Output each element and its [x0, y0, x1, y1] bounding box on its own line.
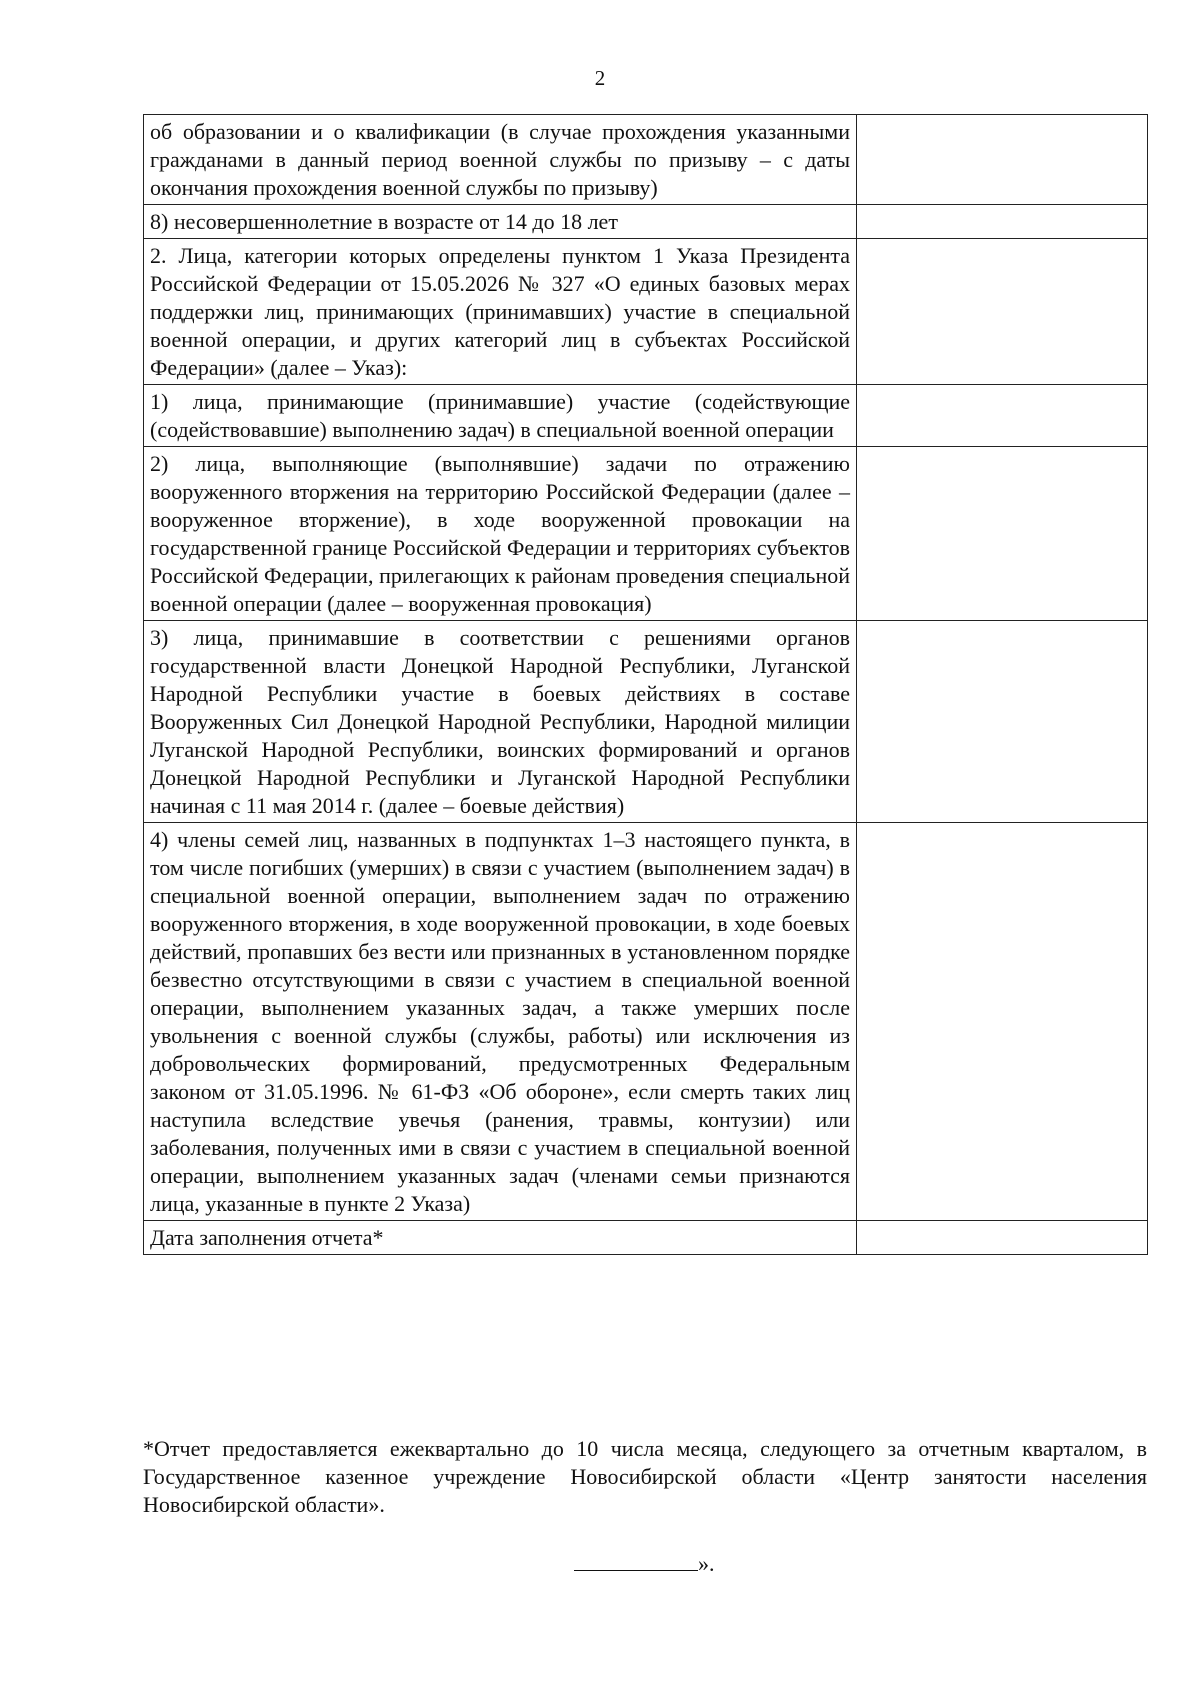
table-row	[144, 447, 1148, 621]
table-row	[144, 239, 1148, 385]
row-value-cell	[857, 1221, 1148, 1255]
table-row	[144, 823, 1148, 1221]
closing-quote: ».	[698, 1551, 715, 1576]
row-label: Дата заполнения отчета*	[144, 1221, 857, 1255]
row-label: 4) члены семей лиц, названных в подпунктах 1–3 настоящего пункта, в том числе погибших (умерших) в связи с участием (выполнением задач) в специальной военной операции, выполнением задач по отражению вооруженного вторжения, в ходе вооруженной провокации, в ходе боевых действий, пропавших без вести или признанных в установленном порядке безвестно отсутствующими в связи с участием в специальной военной операции, выполнением указанных задач, а также умерших после увольнения с военной службы (службы, работы) или исключения из добровольческих формирований, предусмотренных Федеральным законом от 31.05.1996. № 61-ФЗ «Об обороне», если смерть таких лиц наступила вследствие увечья (ранения, травмы, контузии) или заболевания, полученных ими в связи с участием в специальной военной операции, выполнением указанных задач (членами семьи признаются лица, указанные в пункте 2 Указа)	[144, 823, 857, 1221]
row-value-cell	[857, 115, 1148, 205]
table-row	[144, 385, 1148, 447]
row-label: 8) несовершеннолетние в возрасте от 14 до 18 лет	[144, 205, 857, 239]
row-value-cell	[857, 823, 1148, 1221]
row-value-cell	[857, 239, 1148, 385]
row-label: 3) лица, принимавшие в соответствии с решениями органов государственной власти Донецкой Народной Республики, Луганской Народной Республики участие в боевых действиях в составе Вооруженных Сил Донецкой Народной Республики, Народной милиции Луганской Народной Республики, воинских формирований и органов Донецкой Народной Республики и Луганской Народной Республики начиная с 11 мая 2014 г. (далее – боевые действия)	[144, 621, 857, 823]
footnote: *Отчет предоставляется ежеквартально до 10 числа месяца, следующего за отчетным кварталом, в Государственное казенное учреждение Новосибирской области «Центр занятости населения Новосибирской области».	[143, 1436, 1147, 1517]
row-label: 2) лица, выполняющие (выполнявшие) задачи по отражению вооруженного вторжения на территорию Российской Федерации (далее – вооруженное вторжение), в ходе вооруженной провокации на государственной границе Российской Федерации и территориях субъектов Российской Федерации, прилегающих к районам проведения специальной военной операции (далее – вооруженная провокация)	[144, 447, 857, 621]
row-label: 2. Лица, категории которых определены пунктом 1 Указа Президента Российской Федерации от 15.05.2026 № 327 «О единых базовых мерах поддержки лиц, принимающих (принимавших) участие в специальной военной операции, и других категорий лиц в субъектах Российской Федерации» (далее – Указ):	[144, 239, 857, 385]
table-row	[144, 1221, 1148, 1255]
closing-line	[574, 1548, 715, 1578]
table-row	[144, 115, 1148, 205]
row-value-cell	[857, 447, 1148, 621]
table-row	[144, 621, 1148, 823]
row-value-cell	[857, 205, 1148, 239]
row-value-cell	[857, 385, 1148, 447]
page-number: 2	[594, 66, 606, 90]
table-row	[144, 205, 1148, 239]
report-table	[143, 114, 1148, 1255]
blank-underline	[574, 1548, 698, 1571]
row-value-cell	[857, 621, 1148, 823]
row-label: 1) лица, принимающие (принимавшие) участие (содействующие (содействовавшие) выполнению задач) в специальной военной операции	[144, 385, 857, 447]
row-label: об образовании и о квалификации (в случае прохождения указанными гражданами в данный период военной службы по призыву – с даты окончания прохождения военной службы по призыву)	[144, 115, 857, 205]
